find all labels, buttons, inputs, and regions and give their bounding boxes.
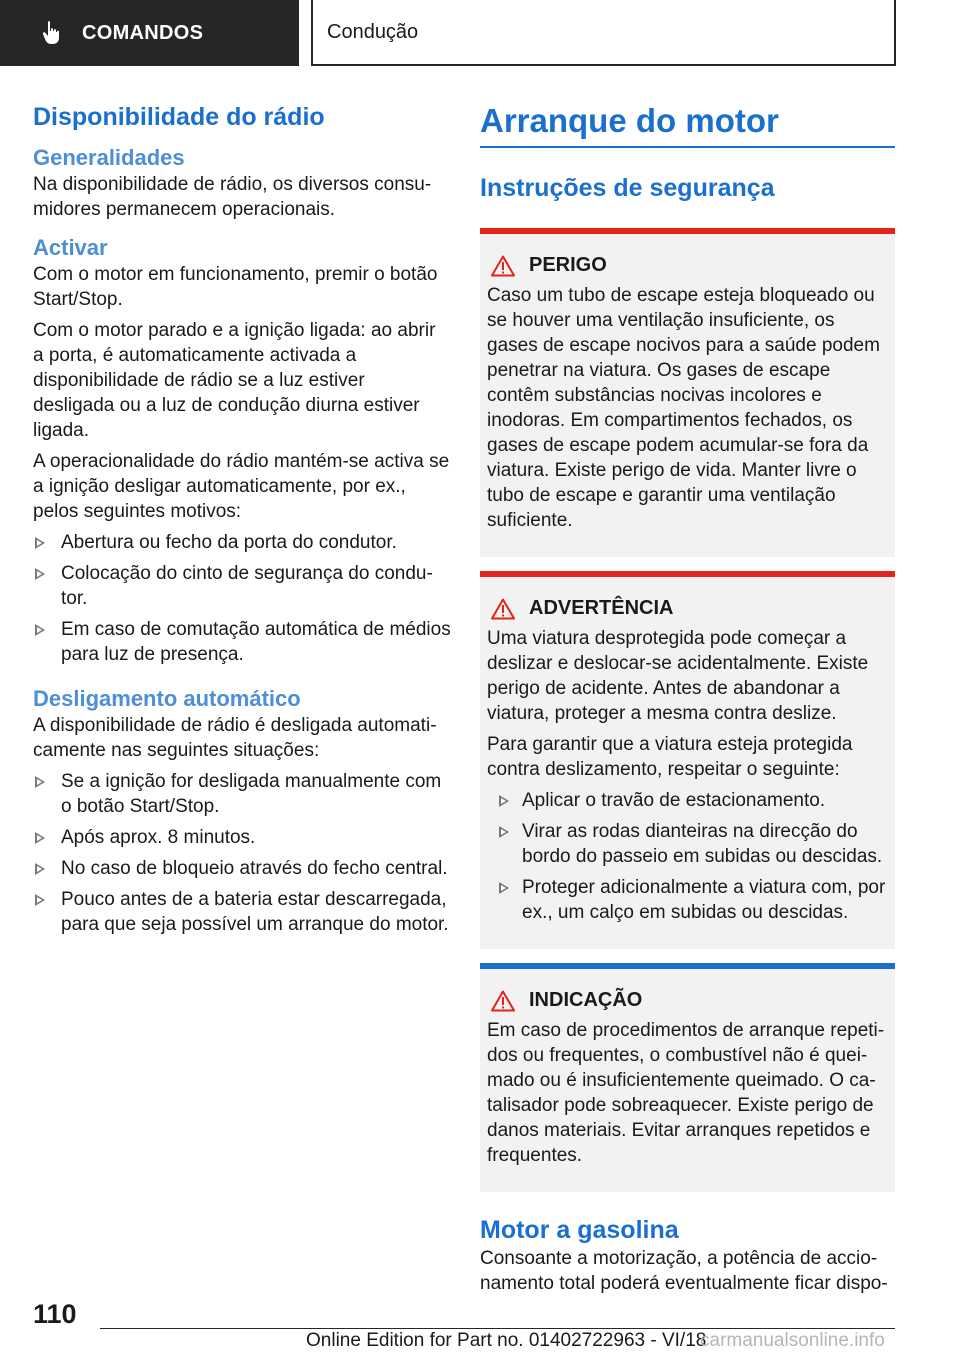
heading-generalidades: Generalidades: [33, 145, 185, 170]
chapter-label: Condução: [327, 20, 419, 43]
list-item: Aplicar o travão de estacionamento.: [487, 788, 888, 813]
triangle-bullet-icon: [35, 568, 45, 580]
edition-text: Online Edition for Part no. 01402722963 - VI/18: [306, 1330, 707, 1351]
list-item: Proteger adicionalmente a viatura com, por ex., um calço em subidas ou descidas.: [487, 875, 888, 925]
section-tab: [0, 0, 299, 66]
danger-text: Caso um tubo de escape esteja bloqueado ou se houver uma ventilação insuficiente, os gases de escape nocivos para a saúde podem penetrar na viatura. Os gases de escape contêm substâncias nocivas incolores e inodoras. Em compartimentos fechados, os gases de escape podem acumular-se fora da viatura. Existe perigo de vida. Manter livre o tubo de escape e garantir uma ventilação suficiente.: [487, 285, 880, 531]
watermark: carmanualsonline.info: [700, 1330, 885, 1351]
list-item: Virar as rodas dianteiras na direcção do bordo do passeio em subidas ou descidas.: [487, 819, 888, 869]
activar-paragraph-2: Com o motor parado e a ignição ligada: ao abrir a porta, é automaticamente activada a disponibilidade de rádio se a luz estiver desligada ou a luz de condução diurna estiver ligada.: [33, 320, 436, 441]
title-divider: [480, 146, 895, 148]
triangle-bullet-icon: [35, 832, 45, 844]
heading-activar: Activar: [33, 235, 108, 260]
warning-triangle-icon: [491, 990, 515, 1012]
safety-heading: Instruções de segurança: [480, 174, 775, 202]
engine-start-title: Arranque do motor: [480, 102, 779, 139]
triangle-bullet-icon: [35, 537, 45, 549]
list-item: Colocação do cinto de segurança do condutor.: [33, 561, 451, 611]
activar-paragraph-3: A operacionalidade do rádio mantém-se activa se a ignição desligar automaticamente, por ex., pelos seguintes motivos:: [33, 451, 450, 522]
section-label: COMANDOS: [82, 21, 204, 44]
heading-gasoline-engine: Motor a gasolina: [480, 1216, 679, 1244]
chapter-tab: [311, 0, 896, 66]
triangle-bullet-icon: [499, 826, 509, 838]
triangle-bullet-icon: [35, 776, 45, 788]
warning-label: ADVERTÊNCIA: [529, 597, 674, 619]
notice-text: Em caso de procedimentos de arranque repetidos ou frequentes, o combustível não é queimado ou é insuficientemente queimado. O catalisador pode sobreaquecer. Existe perigo de danos materiais. Evitar arranques repetidos e frequentes.: [487, 1020, 885, 1166]
notice-label: INDICAÇÃO: [529, 989, 643, 1011]
left-column: [33, 100, 451, 943]
gasoline-engine-text: Consoante a motorização, a potência de accionamento total poderá eventualmente ficar dispo-: [480, 1248, 888, 1294]
danger-box: [480, 228, 895, 557]
triangle-bullet-icon: [499, 795, 509, 807]
warning-triangle-icon: [491, 255, 515, 277]
heading-desligamento: Desligamento automático: [33, 686, 301, 711]
generalidades-text: Na disponibilidade de rádio, os diversos consumidores permanecem operacionais.: [33, 174, 432, 220]
right-column: [480, 100, 895, 1302]
radio-availability-title: Disponibilidade do rádio: [33, 103, 325, 131]
warning-list: [487, 788, 888, 925]
triangle-bullet-icon: [35, 624, 45, 636]
list-item: Se a ignição for desligada manualmente com o botão Start/Stop.: [33, 769, 451, 819]
triangle-bullet-icon: [35, 863, 45, 875]
activar-paragraph-1: Com o motor em funcionamento, premir o botão Start/Stop.: [33, 264, 438, 310]
desligamento-text: A disponibilidade de rádio é desligada automaticamente nas seguintes situações:: [33, 715, 437, 761]
triangle-bullet-icon: [35, 894, 45, 906]
footer-divider: [100, 1328, 895, 1329]
page-number: 110: [33, 1299, 77, 1329]
list-item: No caso de bloqueio através do fecho central.: [33, 856, 451, 881]
warning-box: [480, 571, 895, 949]
warning-paragraph-1: Uma viatura desprotegida pode começar a deslizar e deslocar-se acidentalmente. Existe perigo de acidente. Antes de abandonar a viatura, proteger a mesma contra deslize.: [487, 628, 869, 724]
danger-label: PERIGO: [529, 254, 607, 276]
triangle-bullet-icon: [499, 882, 509, 894]
list-item: Pouco antes de a bateria estar descarregada, para que seja possível um arranque do motor.: [33, 887, 451, 937]
warning-paragraph-2: Para garantir que a viatura esteja protegida contra deslizamento, respeitar o seguinte:: [487, 734, 853, 780]
activar-list: [33, 530, 451, 667]
list-item: Abertura ou fecho da porta do condutor.: [33, 530, 451, 555]
list-item: Em caso de comutação automática de médios para luz de presença.: [33, 617, 451, 667]
hand-pointer-icon: [40, 20, 64, 46]
list-item: Após aprox. 8 minutos.: [33, 825, 451, 850]
desligamento-list: [33, 769, 451, 937]
warning-triangle-icon: [491, 598, 515, 620]
notice-box: [480, 963, 895, 1192]
